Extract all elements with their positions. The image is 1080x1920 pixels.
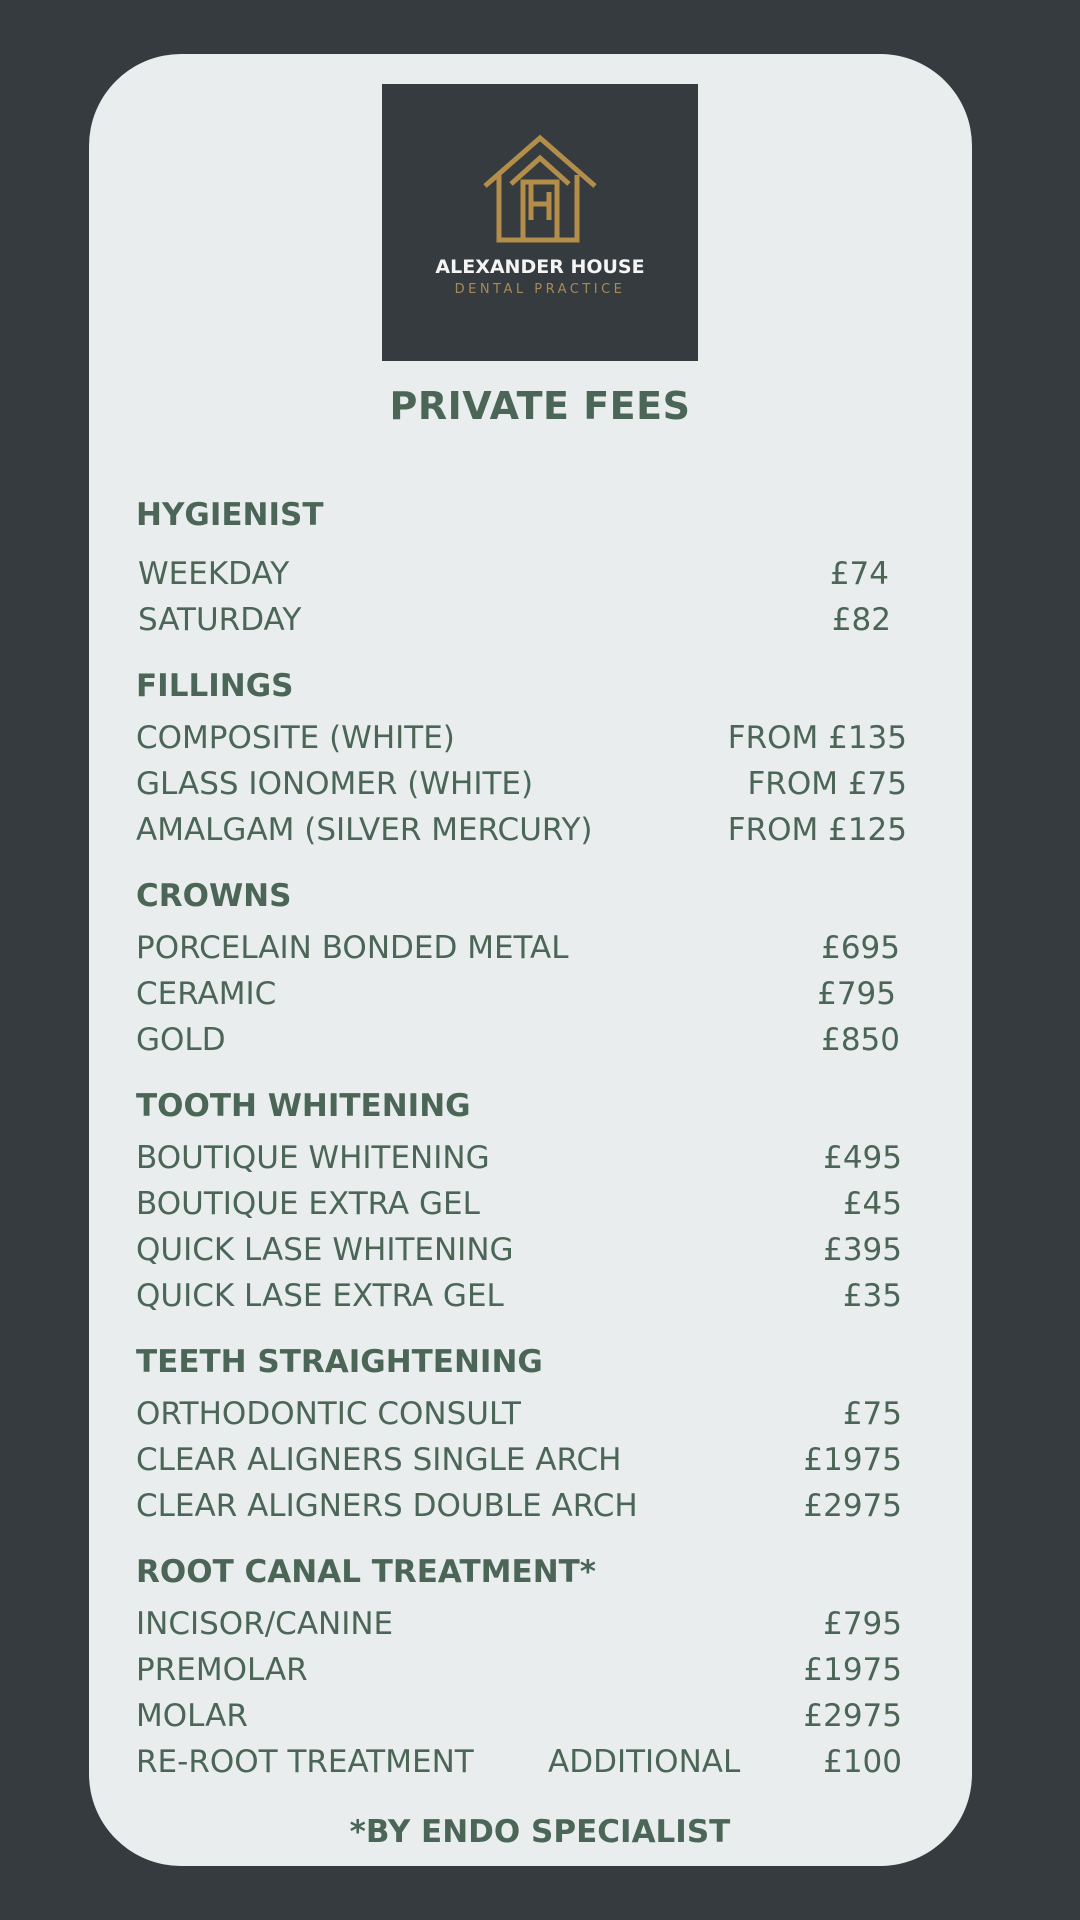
logo (382, 84, 698, 361)
fee-price: £2975 (803, 1698, 902, 1734)
fee-price: £1975 (803, 1442, 902, 1478)
page-title: PRIVATE FEES (389, 384, 691, 428)
section-heading: TOOTH WHITENING (136, 1088, 471, 1124)
fee-price: £395 (823, 1232, 902, 1268)
fee-price: £850 (821, 1022, 900, 1058)
fee-label: PORCELAIN BONDED METAL (136, 930, 569, 966)
brand-subtitle: DENTAL PRACTICE (454, 282, 626, 297)
section-heading: HYGIENIST (136, 497, 324, 533)
fee-label: PREMOLAR (136, 1652, 308, 1688)
fee-price: £74 (829, 556, 889, 592)
fee-label: QUICK LASE WHITENING (136, 1232, 514, 1268)
footnote: *BY ENDO SPECIALIST (349, 1814, 731, 1850)
section-heading: TEETH STRAIGHTENING (136, 1344, 543, 1380)
fee-note: ADDITIONAL (548, 1744, 741, 1780)
fee-price: FROM £135 (727, 720, 907, 756)
fee-label: INCISOR/CANINE (136, 1606, 394, 1642)
fee-label: COMPOSITE (WHITE) (136, 720, 455, 756)
fee-label: BOUTIQUE EXTRA GEL (136, 1186, 480, 1222)
fee-label: MOLAR (136, 1698, 248, 1734)
fee-label: ORTHODONTIC CONSULT (136, 1396, 521, 1432)
fee-price: £75 (842, 1396, 902, 1432)
fee-price: £695 (821, 930, 900, 966)
fee-label: BOUTIQUE WHITENING (136, 1140, 490, 1176)
fee-label: CLEAR ALIGNERS SINGLE ARCH (136, 1442, 622, 1478)
fee-label: SATURDAY (138, 602, 302, 638)
fee-price: FROM £125 (727, 812, 907, 848)
section-heading: FILLINGS (136, 668, 294, 704)
section-heading: CROWNS (136, 878, 292, 914)
fee-price: £795 (817, 976, 896, 1012)
fee-price: £82 (831, 602, 891, 638)
fee-label: RE-ROOT TREATMENT (136, 1744, 474, 1780)
fee-label: QUICK LASE EXTRA GEL (136, 1278, 504, 1314)
fee-label: AMALGAM (SILVER MERCURY) (136, 812, 593, 848)
fee-label: CERAMIC (136, 976, 277, 1012)
fee-price: £35 (842, 1278, 902, 1314)
fee-price: £1975 (803, 1652, 902, 1688)
house-h-icon (481, 132, 599, 246)
fee-price: £100 (823, 1744, 902, 1780)
fee-price: £2975 (803, 1488, 902, 1524)
fee-price: FROM £75 (747, 766, 907, 802)
fee-label: GLASS IONOMER (WHITE) (136, 766, 534, 802)
fee-price: £795 (823, 1606, 902, 1642)
fee-label: WEEKDAY (138, 556, 290, 592)
brand-name: ALEXANDER HOUSE (435, 256, 645, 278)
fee-label: CLEAR ALIGNERS DOUBLE ARCH (136, 1488, 638, 1524)
fee-price: £45 (842, 1186, 902, 1222)
fee-price: £495 (823, 1140, 902, 1176)
fee-label: GOLD (136, 1022, 226, 1058)
section-heading: ROOT CANAL TREATMENT* (136, 1554, 596, 1590)
